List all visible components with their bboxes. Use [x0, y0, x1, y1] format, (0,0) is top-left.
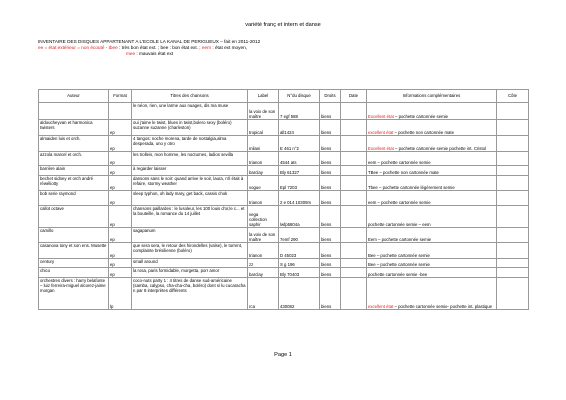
cell-titres: chansons paillardes : le lusoleur, les 100 louis d'or,le c... et la bouteille, la romance du 14 juillet [132, 206, 248, 228]
cell-cote [497, 243, 529, 259]
cell-auteur: century [39, 259, 109, 268]
header-cote: Côte [497, 90, 529, 103]
cell-auteur [39, 103, 109, 120]
cell-numero: E 461 n°2 [279, 136, 320, 152]
cell-cote [497, 120, 529, 136]
cell-numero: 7 egf 588 [279, 103, 320, 120]
cell-date [341, 278, 367, 310]
page-number: Page 1 [274, 352, 292, 358]
table-row [39, 191, 529, 206]
cell-info [367, 206, 497, 228]
cell-auteur: aldoucheyvan et harmonica twisters [39, 120, 109, 136]
info-text: pochette cartonnée semie -bee [368, 271, 428, 277]
cell-titres: la rosa, paris formidable, morgetta, porr amor [132, 268, 248, 278]
legend-eem: eem [200, 45, 212, 51]
legend-mee-text: : mauvais état ext [135, 51, 174, 57]
cell-titres: sagapanum [132, 228, 248, 243]
cell-numero: Bly 70403 [279, 268, 320, 278]
intro-line-1: INVENTAIRE DES DISQUES APPARTENANT A L'ECOLE LA KANAL DE PERIGUEUX – fait en 2011-2012 [38, 39, 261, 44]
table-row [39, 268, 529, 278]
cell-titres: small around [132, 259, 248, 268]
table-row [39, 259, 529, 268]
table-row [39, 136, 529, 152]
cell-info [367, 278, 497, 310]
cell-numero: lwfp5804a [279, 206, 320, 228]
cell-droits: biens [320, 259, 341, 268]
cell-label: rca [248, 278, 279, 310]
cell-date [341, 176, 367, 191]
cell-date [341, 259, 367, 268]
cell-cote [497, 103, 529, 120]
cell-label: trianon [248, 152, 279, 166]
header-droits: Droits [320, 90, 341, 103]
cell-info [367, 243, 497, 259]
condition-highlight: excellent état [368, 129, 394, 135]
info-text: Bee – pochette cartonnée semie [368, 252, 430, 258]
info-text: TBee – pochette non cartonnée mate [368, 169, 439, 175]
legend-mee: mee [126, 51, 136, 57]
cell-format: ep [109, 152, 132, 166]
cell-titres: 4 tangos: noche morena, tarde de nostalgia,alma desperada, uno y otro [132, 136, 248, 152]
info-text: Eem – pochette cartonnée semie [368, 236, 432, 242]
cell-cote [497, 206, 529, 228]
condition-highlight: excellent état [368, 303, 394, 309]
table-row [39, 206, 529, 228]
info-text: eem – pochette cartonnée semie [368, 199, 431, 205]
cell-format: ep [109, 120, 132, 136]
cell-label: trianon [248, 243, 279, 259]
cell-titres: que sera sera, le retour des hirondelles (valse), le torrent, complainte brésilienne (boléro) [132, 243, 248, 259]
cell-date [341, 191, 367, 206]
cell-auteur: camillo [39, 228, 109, 243]
document-title: variété franç et intern et danse [245, 22, 321, 28]
table-row [39, 228, 529, 243]
cell-droits: biens [320, 152, 341, 166]
cell-label: barclay [248, 268, 279, 278]
cell-titres: dansons sans le soir: quand arrive le soir, laura, n'il était à refaire, stormy weather [132, 176, 248, 191]
cell-droits: biens [320, 136, 341, 152]
header-info: Informations complémentaires [367, 90, 497, 103]
cell-info [367, 259, 497, 268]
cell-titres: le néon, rien, une larme aux nuages, dis ma muse [132, 103, 248, 120]
cell-format: ep [109, 228, 132, 243]
cell-droits: biens [320, 176, 341, 191]
cell-format: ep [109, 206, 132, 228]
cell-format: ep [109, 243, 132, 259]
cell-date [341, 152, 367, 166]
cell-numero: all1424 [279, 120, 320, 136]
cell-date [341, 206, 367, 228]
cell-info [367, 176, 497, 191]
cell-date [341, 120, 367, 136]
cell-cote [497, 152, 529, 166]
cell-droits: biens [320, 243, 341, 259]
cell-date [341, 268, 367, 278]
cell-format: ep [109, 166, 132, 176]
cell-droits: biens [320, 166, 341, 176]
cell-label: barclay [248, 166, 279, 176]
cell-numero: S g 196 [279, 259, 320, 268]
cell-numero: 430082 [279, 278, 320, 310]
inventory-table [38, 89, 529, 310]
cell-titres: coco-nuts party 1 : 4 titres de danse sud-américaine (samba, calypso, cha-cha-cha, boléro) dont si lu cucaracha n par 8 interprètes différents [132, 278, 248, 310]
cell-info [367, 268, 497, 278]
legend-eem-text: : état ext moyen, [211, 45, 248, 51]
info-text: eem – pochette cartonnée semie [368, 159, 431, 165]
condition-highlight: Excellent état [368, 145, 394, 151]
table-row [39, 166, 529, 176]
cell-numero: Epl 7203 [279, 176, 320, 191]
cell-format: lp [109, 278, 132, 310]
cell-numero: D 45023 [279, 243, 320, 259]
cell-date [341, 103, 367, 120]
cell-label: zz [248, 259, 279, 268]
header-label: Label [248, 90, 279, 103]
cell-info [367, 136, 497, 152]
cell-date [341, 243, 367, 259]
cell-droits: biens [320, 278, 341, 310]
cell-auteur: callot octave [39, 206, 109, 228]
cell-date [341, 166, 367, 176]
condition-highlight: Excellent état [368, 113, 394, 119]
cell-label: tropical [248, 120, 279, 136]
intro-line-3 [38, 51, 260, 57]
cell-numero: Bly 61327 [279, 166, 320, 176]
cell-droits: biens [320, 228, 341, 243]
cell-droits: biens [320, 191, 341, 206]
cell-titres: à regarder laisser [132, 166, 248, 176]
header-numero: N°du disque [279, 90, 320, 103]
legend-tbee-bee: : très bon état ext. ; bee : bon état ext. ; [117, 45, 201, 51]
cell-droits: biens [320, 268, 341, 278]
cell-format: ep [109, 259, 132, 268]
cell-label: la voix de son maître [248, 228, 279, 243]
cell-info [367, 228, 497, 243]
header-date: Date [341, 90, 367, 103]
header-titres: Titres des chansons [132, 90, 248, 103]
info-text: pochette cartonnée semie – eem [368, 221, 431, 227]
cell-titres: sleep typhon, oh lady mary, get back, cassis chok [132, 191, 248, 206]
info-text: Bee – pochette cartonnée semie [368, 261, 430, 267]
info-text: – pochette cartonnée semie- pochette int. plastique [393, 303, 492, 309]
cell-info [367, 166, 497, 176]
cell-numero: 7emf 290 [279, 228, 320, 243]
cell-info [367, 152, 497, 166]
cell-format: ep [109, 176, 132, 191]
cell-auteur: barrière alain [39, 166, 109, 176]
cell-cote [497, 176, 529, 191]
cell-auteur: casanova tony et son ens. Musette [39, 243, 109, 259]
cell-titres: oui j'aime le twist, blues in twist,bolero sexy (boléro) suzanne suzanne (charleston) [132, 120, 248, 136]
cell-auteur: chico [39, 268, 109, 278]
cell-label: trianon [248, 191, 279, 206]
cell-label: vogue [248, 176, 279, 191]
info-text: – pochette cartonnée semie [393, 113, 449, 119]
cell-numero: 2 e 014 10309m [279, 191, 320, 206]
header-format: Format [109, 90, 132, 103]
header-row [39, 90, 529, 103]
intro-block [38, 39, 260, 58]
cell-format: ep [109, 191, 132, 206]
cell-cote [497, 191, 529, 206]
cell-info [367, 103, 497, 120]
info-text: – pochette non cartonnée mate [393, 129, 455, 135]
cell-info [367, 191, 497, 206]
table-row [39, 152, 529, 166]
cell-label: vega collection saphir [248, 206, 279, 228]
cell-format: ep [109, 136, 132, 152]
cell-auteur: bob serie raymond [39, 191, 109, 206]
cell-titres: les trolleis, mon homme, les nocturnes, ladios sevilla [132, 152, 248, 166]
cell-numero: 4544 ats [279, 152, 320, 166]
cell-cote [497, 136, 529, 152]
table-row [39, 176, 529, 191]
cell-cote [497, 166, 529, 176]
legend-ee: ee = état extérieur = non écouté - tbee [38, 45, 118, 51]
cell-cote [497, 268, 529, 278]
cell-auteur: almaiden luis et orch. [39, 136, 109, 152]
cell-format: ep [109, 268, 132, 278]
cell-droits: biens [320, 206, 341, 228]
cell-droits: biens [320, 120, 341, 136]
cell-label: la voix de son maître [248, 103, 279, 120]
info-text: Tbee – pochette cartonnée légèrement semie [368, 184, 455, 190]
cell-auteur: orchestres divers : harry belafonte – luiz ferreira-miguel alcorez-jaime morgan [39, 278, 109, 310]
cell-format [109, 103, 132, 120]
cell-auteur: bechet sidney et orch andré réwéliotty [39, 176, 109, 191]
table-row [39, 243, 529, 259]
table-row [39, 120, 529, 136]
cell-droits: biens [320, 103, 341, 120]
table-row [39, 103, 529, 120]
cell-cote [497, 259, 529, 268]
header-auteur: Auteur [39, 90, 109, 103]
table-row [39, 278, 529, 310]
cell-cote [497, 278, 529, 310]
cell-cote [497, 228, 529, 243]
info-text: – pochette cartonnée semie pochette int. Cristol [393, 145, 486, 151]
cell-info [367, 120, 497, 136]
cell-date [341, 228, 367, 243]
cell-label: milani [248, 136, 279, 152]
cell-date [341, 136, 367, 152]
cell-auteur: azzola marcel et orch. [39, 152, 109, 166]
